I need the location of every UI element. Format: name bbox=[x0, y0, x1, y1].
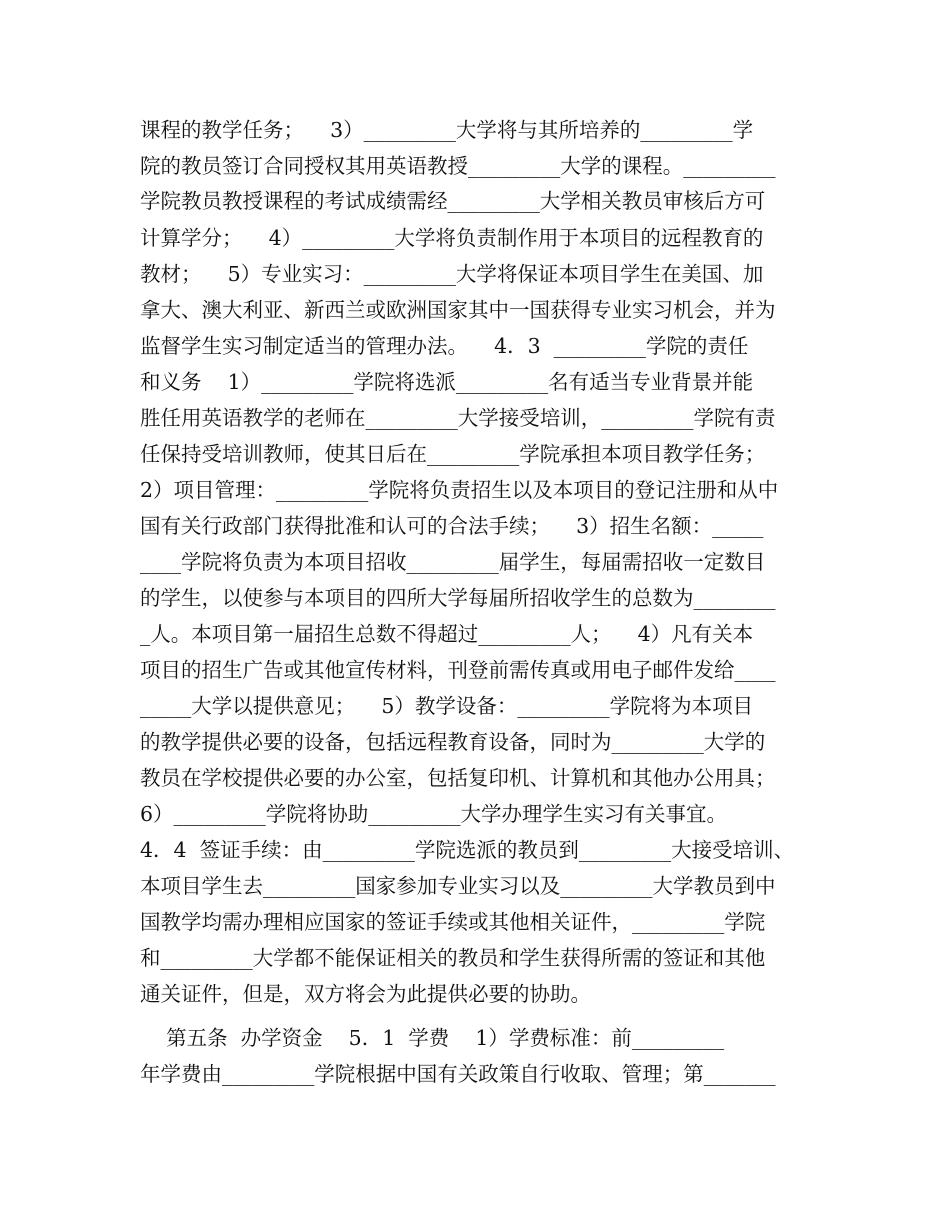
text-line: 的教学提供必要的设备，包括远程教育设备，同时为_________大学的 bbox=[140, 730, 766, 754]
text-line: 项目的招生广告或其他宣传材料，刊登前需传真或用电子邮件发给____ bbox=[140, 658, 776, 682]
text-line: 院的教员签订合同授权其用英语教授_________大学的课程。_________ bbox=[140, 154, 776, 178]
text-line: 计算学分； 4）_________大学将负责制作用于本项目的远程教育的 bbox=[140, 226, 764, 250]
text-line: 学院教员教授课程的考试成绩需经_________大学相关教员审核后方可 bbox=[140, 189, 766, 213]
text-line: 6）_________学院将协助_________大学办理学生实习有关事宜。 bbox=[140, 802, 728, 826]
text-line: 和义务 1）_________学院将选派_________名有适当专业背景并能 bbox=[140, 370, 754, 394]
text-line: _____大学以提供意见； 5）教学设备：_________学院将为本项目 bbox=[140, 694, 754, 718]
text-line: 2）项目管理：_________学院将负责招生以及本项目的登记注册和从中 bbox=[140, 478, 779, 502]
text-line: 的学生，以使参与本项目的四所大学每届所招收学生的总数为________ bbox=[140, 586, 776, 610]
text-line: 本项目学生去_________国家参加专业实习以及_________大学教员到中 bbox=[140, 874, 776, 898]
text-line: 和_________大学都不能保证相关的教员和学生获得所需的签证和其他 bbox=[140, 946, 766, 970]
text-line: 胜任用英语教学的老师在_________大学接受培训，_________学院有责 bbox=[140, 406, 776, 430]
text-line: 国教学均需办理相应国家的签证手续或其他相关证件，_________学院 bbox=[140, 910, 766, 934]
text-line: 课程的教学任务； 3）_________大学将与其所培养的_________学 bbox=[140, 118, 754, 142]
text-line: 教材； 5）专业实习：_________大学将保证本项目学生在美国、加 bbox=[140, 262, 764, 286]
text-line: 拿大、澳大利亚、新西兰或欧洲国家其中一国获得专业实习机会，并为 bbox=[140, 298, 776, 322]
text-line: 4．4 签证手续：由_________学院选派的教员到_________大接受培训、 bbox=[140, 838, 795, 862]
text-line: 教员在学校提供必要的办公室，包括复印机、计算机和其他办公用具； bbox=[140, 766, 776, 790]
text-line: 国有关行政部门获得批准和认可的合法手续； 3）招生名额：_____ bbox=[140, 514, 764, 538]
text-line: 任保持受培训教师，使其日后在_________学院承担本项目教学任务； bbox=[140, 442, 766, 466]
text-line: 监督学生实习制定适当的管理办法。 4．3 _________学院的责任 bbox=[140, 334, 749, 358]
text-line: 年学费由_________学院根据中国有关政策自行收取、管理；第_______ bbox=[140, 1062, 776, 1086]
text-line: _人。本项目第一届招生总数不得超过_________人； 4）凡有关本 bbox=[140, 622, 754, 646]
text-line: 通关证件，但是，双方将会为此提供必要的协助。 bbox=[140, 982, 591, 1006]
text-line: ____学院将负责为本项目招收_________届学生，每届需招收一定数目 bbox=[140, 550, 766, 574]
text-line: 第五条 办学资金 5．1 学费 1）学费标准：前_________ bbox=[140, 1026, 725, 1050]
